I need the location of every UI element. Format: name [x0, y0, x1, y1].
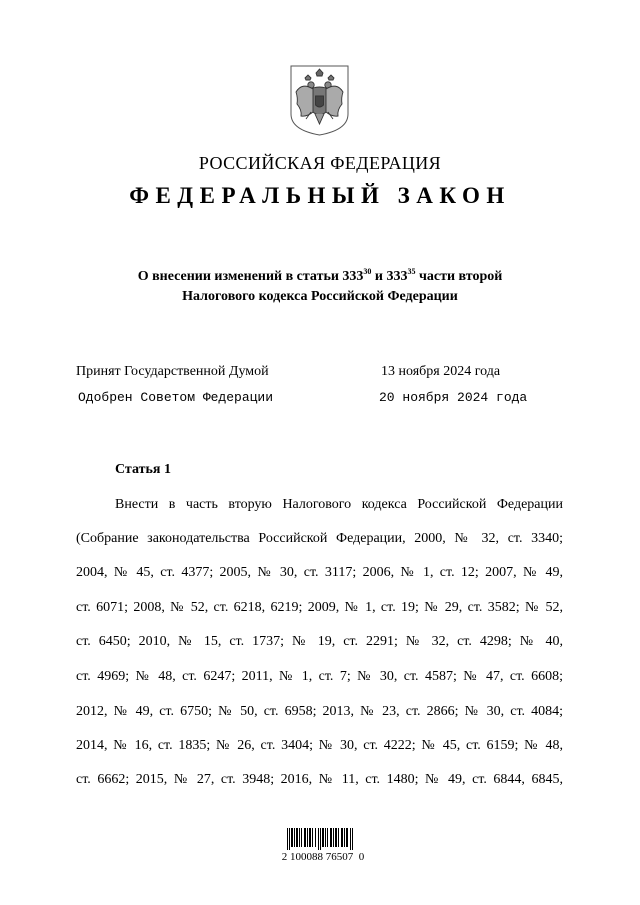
article-text-line: ст. 6450; 2010, № 15, ст. 1737; № 19, ст. 2291; № 32, ст. 4298; № 40,: [76, 634, 563, 649]
law-title-text-3: части второй: [415, 269, 503, 284]
law-type-heading: ФЕДЕРАЛЬНЫЙ ЗАКОН: [129, 183, 511, 208]
law-title-line-1: [60, 267, 580, 287]
country-heading: РОССИЙСКАЯ ФЕДЕРАЦИЯ: [198, 153, 442, 173]
article-text-line: ст. 4969; № 48, ст. 6247; 2011, № 1, ст. 7; № 30, ст. 4587; № 47, ст. 6608;: [76, 669, 563, 684]
law-title-superscript-1: 30: [363, 267, 372, 276]
council-approval-date: 20 ноября 2024 года: [379, 390, 528, 405]
barcode-number: 2 100088 76507 0: [281, 851, 365, 863]
duma-adoption-label: Принят Государственной Думой: [76, 364, 269, 379]
state-emblem-icon: [289, 64, 350, 137]
article-heading: Статья 1: [115, 462, 171, 477]
article-text-line: 2014, № 16, ст. 1835; № 26, ст. 3404; № 30, ст. 4222; № 45, ст. 6159; № 48,: [76, 738, 563, 753]
article-text-line: ст. 6071; 2008, № 52, ст. 6218, 6219; 2009, № 1, ст. 19; № 29, ст. 3582; № 52,: [76, 600, 563, 615]
law-title: [60, 267, 580, 307]
article-text-line: (Собрание законодательства Российской Федерации, 2000, № 32, ст. 3340;: [76, 531, 563, 546]
article-text-line: 2004, № 45, ст. 4377; 2005, № 30, ст. 3117; 2006, № 1, ст. 12; 2007, № 49,: [76, 565, 563, 580]
article-text-line: 2012, № 49, ст. 6750; № 50, ст. 6958; 2013, № 23, ст. 2866; № 30, ст. 4084;: [76, 704, 563, 719]
council-approval-label: Одобрен Советом Федерации: [78, 390, 274, 405]
law-title-text-2: и 333: [371, 269, 408, 284]
article-text-line: Внести в часть вторую Налогового кодекса Российской Федерации: [115, 497, 563, 512]
law-title-text-1: О внесении изменений в статьи 333: [137, 269, 364, 284]
law-title-line-2: Налогового кодекса Российской Федерации: [182, 289, 458, 304]
duma-adoption-date: 13 ноября 2024 года: [381, 364, 501, 379]
article-text-line: ст. 6662; 2015, № 27, ст. 3948; 2016, № 11, ст. 1480; № 49, ст. 6844, 6845,: [76, 772, 563, 787]
law-title-superscript-2: 35: [407, 267, 416, 276]
barcode-icon: [287, 828, 353, 850]
